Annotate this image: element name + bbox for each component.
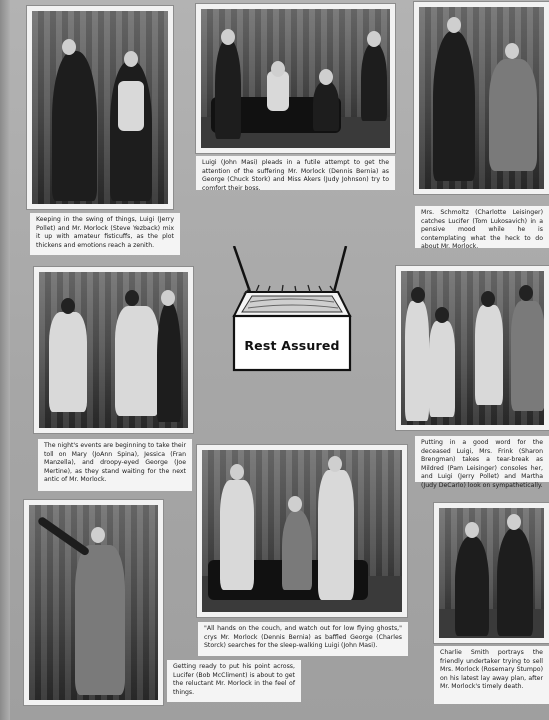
photo-fisticuffs [27,6,173,209]
caption-getting-ready: Getting ready to put his point across, Lucifer (Bob McCliment) is about to get the reluctant Mr. Morlock in the feel of things. [167,660,301,702]
caption-charlie-smith: Charlie Smith portrays the friendly undertaker trying to sell Mrs. Morlock (Rosemary Stumpo) on his latest lay away plan, after Mr. Morlock's timely death. [434,646,549,704]
page-binding-edge [0,0,10,720]
rest-assured-title: Rest Assured [244,338,340,353]
photo-good-word [396,266,549,430]
caption-hands-on-couch: "All hands on the couch, and watch out for low flying ghosts," crys Mr. Morlock (Dennis Bernia) as baffled George (Charles Storck) searches for the sleep-walking Luigi (John Masi). [198,622,408,656]
photo-hands-on-couch [197,445,407,617]
photo-getting-ready [24,500,163,705]
photo-luigi-pleads [196,4,395,153]
caption-good-word: Putting in a good word for the deceased Luigi, Mrs. Frink (Sharon Brengman) takes a tear-break as Mildred (Pam Leisinger) consoles her, and Luigi (Jerry Pollet) and Martha (Judy DeCarlo) look on sympathetically. [415,436,549,482]
caption-fisticuffs: Keeping in the swing of things, Luigi (Jerry Pollet) and Mr. Morlock (Steve Yezback) mix it up with amateur fisticuffs, as the plot thickens and emotions reach a zenith. [30,213,180,255]
caption-luigi-pleads: Luigi (John Masi) pleads in a futile attempt to get the attention of the suffering Mr. Morlock (Dennis Bernia) as George (Chuck Stork) and Miss Akers (Judy Johnson) try to comfort their boss. [196,156,395,190]
photo-schmoltz [414,2,549,194]
photo-charlie-smith [434,503,549,643]
photo-nights-events [34,267,193,433]
caption-schmoltz: Mrs. Schmoltz (Charlotte Leisinger) catches Lucifer (Tom Lukosavich) in a pensive mood while he is contemplating what the heck to do about Mr. Morlock. [415,206,549,248]
rest-assured-logo [222,246,362,376]
caption-nights-events: The night's events are beginning to take their toll on Mary (JoAnn Spina), Jessica (Fran Manzella), and droopy-eyed George (Joe Mertine), as they stand waiting for the next antic of Mr. Morlock. [38,439,192,491]
coffin-sign-illustration [222,246,362,376]
